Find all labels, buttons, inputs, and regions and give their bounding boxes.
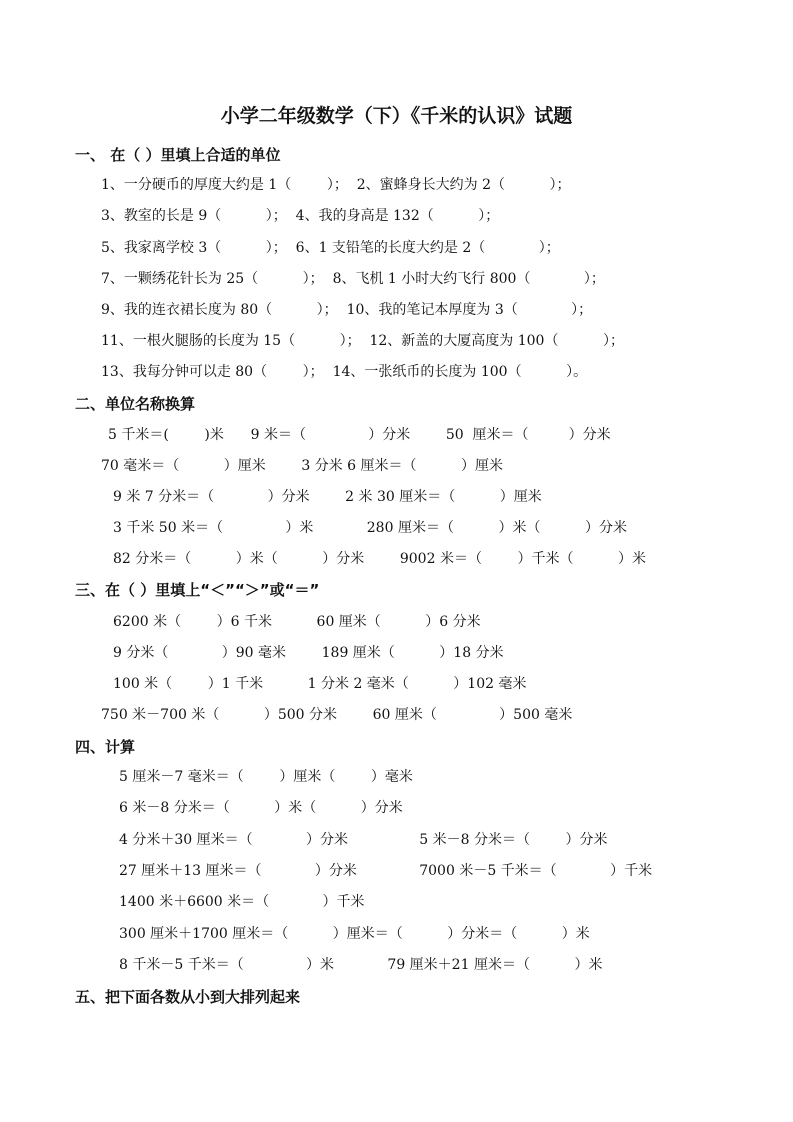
section-2-heading: 二、单位名称换算 <box>75 395 196 413</box>
comparison-line: 750 米－700 米（ ）500 分米 60 厘米（ ）500 毫米 <box>101 707 573 723</box>
calculation-line: 27 厘米＋13 厘米＝（ ）分米 7000 米－5 千米＝（ ）千米 <box>119 863 653 879</box>
section-4-heading: 四、计算 <box>75 738 136 756</box>
question-line: 11、一根火腿肠的长度为 15（ ）； 12、新盖的大厦高度为 100（ ）； <box>101 333 624 349</box>
section-1-heading: 一、 在（ ）里填上合适的单位 <box>75 146 281 164</box>
question-line: 3、教室的长是 9（ ）； 4、我的身高是 132（ ）； <box>101 208 500 224</box>
section-3-heading: 三、在（ ）里填上“＜”“＞”或“＝” <box>75 581 320 599</box>
question-line: 9、我的连衣裙长度为 80（ ）； 10、我的笔记本厚度为 3（ ）； <box>101 302 593 318</box>
calculation-line: 4 分米＋30 厘米＝（ ）分米 5 米－8 分米＝（ ）分米 <box>119 832 608 848</box>
conversion-line: 82 分米＝（ ）米（ ）分米 9002 米＝（ ）千米（ ）米 <box>113 551 647 567</box>
calculation-line: 300 厘米＋1700 厘米＝（ ）厘米＝（ ）分米＝（ ）米 <box>119 926 590 942</box>
conversion-line: 9 米 7 分米＝（ ）分米 2 米 30 厘米＝（ ）厘米 <box>113 489 542 505</box>
calculation-line: 5 厘米－7 毫米＝（ ）厘米（ ）毫米 <box>119 769 413 785</box>
question-line: 7、一颗绣花针长为 25（ ）； 8、飞机 1 小时大约飞行 800（ ）； <box>101 271 605 287</box>
question-line: 5、我家离学校 3（ ）； 6、1 支铅笔的长度大约是 2（ ）； <box>101 240 560 256</box>
calculation-line: 6 米－8 分米＝（ ）米（ ）分米 <box>119 800 403 816</box>
question-line: 13、我每分钟可以走 80（ ）； 14、一张纸币的长度为 100（ ）。 <box>101 364 588 380</box>
comparison-line: 6200 米（ ）6 千米 60 厘米（ ）6 分米 <box>113 614 481 630</box>
conversion-line: 3 千米 50 米＝（ ）米 280 厘米＝（ ）米（ ）分米 <box>113 520 627 536</box>
calculation-line: 8 千米－5 千米＝（ ）米 79 厘米＋21 厘米＝（ ）米 <box>119 957 603 973</box>
conversion-line: 70 毫米＝（ ）厘米 3 分米 6 厘米＝（ ）厘米 <box>101 458 504 474</box>
conversion-line: 5 千米＝( )米 9 米＝（ ）分米 50 厘米＝（ ）分米 <box>108 427 611 443</box>
section-5-heading: 五、把下面各数从小到大排列起来 <box>75 988 301 1006</box>
calculation-line: 1400 米＋6600 米＝（ ）千米 <box>119 894 365 910</box>
comparison-line: 100 米（ ）1 千米 1 分米 2 毫米（ ）102 毫米 <box>113 676 527 692</box>
comparison-line: 9 分米（ ）90 毫米 189 厘米（ ）18 分米 <box>113 645 504 661</box>
page-title: 小学二年级数学（下）《千米的认识》试题 <box>220 105 573 127</box>
question-line: 1、一分硬币的厚度大约是 1（ ）； 2、蜜蜂身长大约为 2（ ）； <box>101 177 571 193</box>
